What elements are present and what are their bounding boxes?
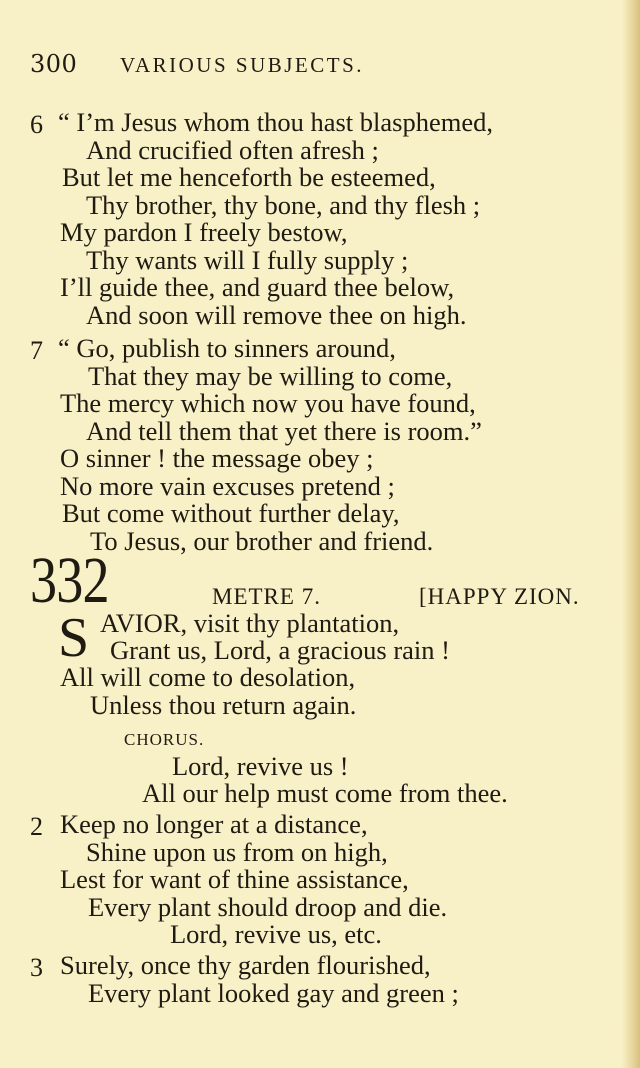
verse-line: That they may be willing to come, [88, 361, 453, 391]
page-edge-shadow [622, 0, 640, 1068]
metre-label: METRE 7. [212, 584, 321, 609]
running-title: VARIOUS SUBJECTS. [120, 53, 364, 77]
verse-line: Thy brother, thy bone, and thy flesh ; [86, 190, 481, 220]
verse-line: “ Go, publish to sinners around, [58, 333, 396, 363]
tune-name: [HAPPY ZION. [419, 584, 580, 609]
verse-line: O sinner ! the message obey ; [60, 443, 374, 473]
verse-line: And soon will remove thee on high. [86, 300, 467, 330]
verse-line: Lest for want of thine assistance, [60, 864, 409, 894]
verse-line: Every plant looked gay and green ; [88, 978, 459, 1008]
verse-line: Every plant should droop and die. [88, 892, 448, 922]
verse-line: No more vain excuses pretend ; [60, 471, 395, 501]
verse-number: 7 [30, 336, 43, 365]
chorus-line: All our help must come from thee. [142, 778, 508, 808]
hymn-number: 332 [30, 544, 109, 617]
verse-line: Grant us, Lord, a gracious rain ! [110, 635, 450, 665]
verse-number: 6 [30, 110, 43, 139]
verse-line: Thy wants will I fully supply ; [86, 245, 409, 275]
verse-line: To Jesus, our brother and friend. [90, 526, 434, 556]
verse-line: But come without further delay, [62, 498, 400, 528]
verse-line: I’ll guide thee, and guard thee below, [60, 272, 455, 302]
page-number: 300 [30, 50, 78, 78]
drop-cap: S [58, 607, 90, 669]
verse-line: The mercy which now you have found, [60, 388, 476, 418]
verse-number: 3 [30, 953, 43, 982]
chorus-line: Lord, revive us ! [172, 751, 349, 781]
verse-line: Unless thou return again. [90, 690, 357, 720]
verse-line: Surely, once thy garden flourished, [60, 950, 431, 980]
verse-line: But let me henceforth be esteemed, [62, 162, 436, 192]
verse-line: And crucified often afresh ; [86, 135, 379, 165]
verse-line: Lord, revive us, etc. [170, 919, 382, 949]
verse-line: AVIOR, visit thy plantation, [100, 608, 400, 638]
verse-line: Shine upon us from on high, [86, 837, 388, 867]
verse-number: 2 [30, 812, 43, 841]
verse-line: Keep no longer at a distance, [60, 809, 368, 839]
verse-line: All will come to desolation, [60, 662, 356, 692]
chorus-label: CHORUS. [124, 730, 205, 749]
verse-line: “ I’m Jesus whom thou hast blasphemed, [58, 107, 493, 137]
verse-line: My pardon I freely bestow, [60, 217, 348, 247]
page-header [30, 50, 470, 78]
verse-line: And tell them that yet there is room.” [86, 416, 482, 446]
